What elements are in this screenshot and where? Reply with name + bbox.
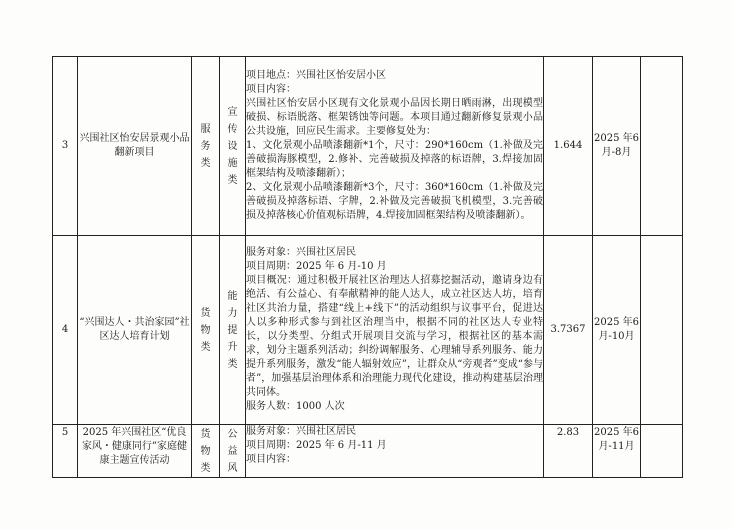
blank-cell	[641, 57, 683, 236]
description-line: 项目周期：2025 年 6 月-10 月	[246, 261, 387, 272]
row-index: 4	[53, 236, 78, 425]
description-line: 服务对象：兴围社区居民	[246, 426, 356, 437]
description-line: 项目地点：兴围社区怡安居小区	[246, 70, 386, 81]
project-subcategory: 公益风	[227, 429, 238, 474]
project-subcategory: 能力提升类	[227, 290, 238, 370]
project-subcategory: 宣传设施类	[227, 106, 238, 186]
project-name: 兴围社区怡安居景观小品翻新项目	[78, 57, 192, 236]
project-time: 2025 年6月-8月	[593, 57, 641, 236]
description-line: 项目周期：2025 年 6 月-11 月	[246, 440, 387, 451]
project-name: 2025 年兴围社区“优良家风・健康同行”家庭健康主题宣传活动	[78, 425, 192, 478]
project-time: 2025 年6月-11月	[593, 425, 641, 478]
description-line: 1、文化景观小品喷漆翻新*1个，尺寸：290*160cm（1.补做及完善破损海豚模型，2.修补、完善破损及掉落的标语牌，3.焊接加固框架结构及喷漆翻新）；	[246, 140, 543, 179]
blank-cell	[641, 236, 683, 425]
project-time: 2025 年6月-10月	[593, 236, 641, 425]
project-description	[246, 236, 544, 425]
project-category: 服务类	[200, 123, 211, 169]
row-index: 5	[53, 425, 78, 478]
description-line: 兴围社区怡安居小区现有文化景观小品因长期日晒雨淋，出现模型破损、标语脱落、框架锈蚀等问题。本项目通过翻新修复景观小品公共设施，回应民生需求。主要修复处为：	[246, 98, 543, 137]
table-row	[53, 236, 683, 425]
description-line: 服务对象：兴围社区居民	[246, 247, 356, 258]
description-line: 项目概况：通过积极开展社区治理达人招募挖掘活动，邀请身边有绝活、有公益心、有奉献精神的能人达人，成立社区达人坊，培育社区共治力量，搭建“线上+线下”的活动组织与议事平台，促进达人以多种形式参与到社区治理当中，根据不同的社区达人专业特长，以分类型、分组式开展项目交流与学习，根据社区的基本需求，划分主题系列活动；纠纷调解服务、心理辅导系列服务、能力提升系列服务，激发“能人辐射效应”，让群众从“旁观者”变成“参与者”，加强基层治理体系和治理能力现代化建设，推动构建基层治理共同体。	[246, 275, 543, 398]
project-category: 货物类	[200, 429, 211, 474]
project-description	[246, 425, 544, 478]
project-amount: 1.644	[544, 57, 593, 236]
table-row	[53, 425, 683, 478]
row-index: 3	[53, 57, 78, 236]
description-line: 服务人数：1000 人次	[246, 401, 345, 412]
project-category: 货物类	[200, 307, 211, 353]
project-amount: 2.83	[544, 425, 593, 478]
blank-cell	[641, 425, 683, 478]
project-description	[246, 57, 544, 236]
project-amount: 3.7367	[544, 236, 593, 425]
project-table	[52, 56, 683, 478]
table-row	[53, 57, 683, 236]
description-line: 项目内容：	[246, 454, 296, 465]
description-line: 项目内容：	[246, 84, 296, 95]
project-name: “兴围达人・共治家园”社区达人培育计划	[78, 236, 192, 425]
description-line: 2、文化景观小品喷漆翻新*3个，尺寸：360*160cm（1.补做及完善破损及掉落标语、字牌，2.补做及完善破损飞机模型，3.完善破损及掉落核心价值观标语牌，4.焊接加固框架结构及喷漆翻新）。	[246, 182, 543, 221]
